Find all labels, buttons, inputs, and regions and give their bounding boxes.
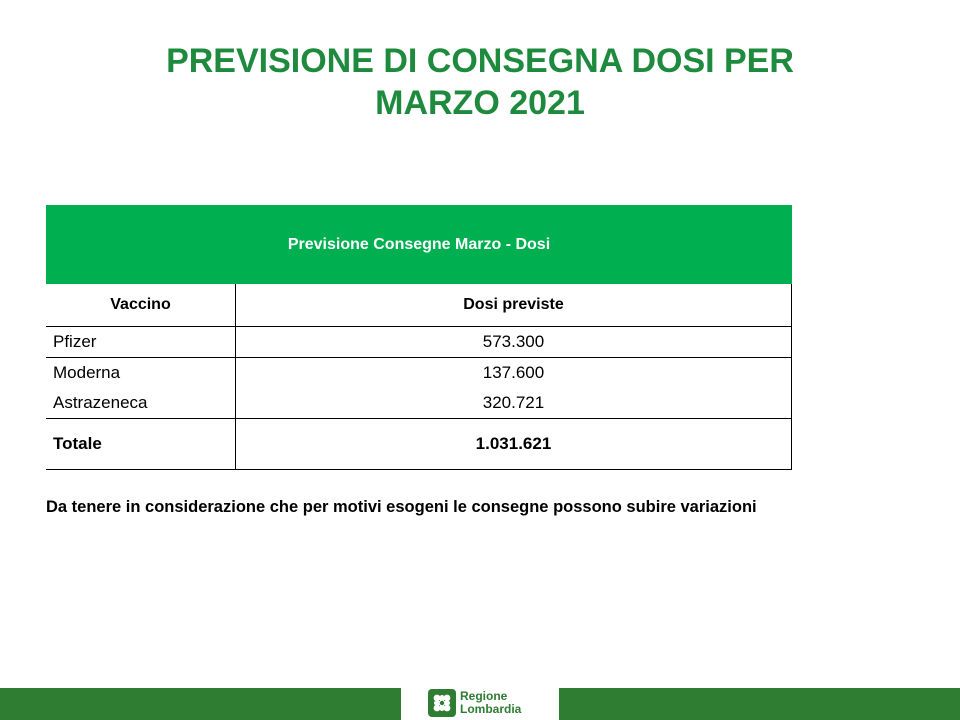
title-line-2: MARZO 2021 xyxy=(375,84,585,122)
table-grid xyxy=(46,284,792,470)
total-label: Totale xyxy=(46,419,236,469)
regione-lombardia-logo xyxy=(428,687,521,719)
disclaimer-note: Da tenere in considerazione che per motivi esogeni le consegne possono subire variazioni xyxy=(46,498,757,516)
doses-cell: 137.600 xyxy=(482,363,545,382)
logo-line-1: Regione xyxy=(460,689,508,703)
table-row xyxy=(46,388,791,418)
title-line-1: PREVISIONE DI CONSEGNA DOSI PER xyxy=(166,42,794,80)
column-header-doses: Dosi previste xyxy=(463,296,564,313)
doses-cell: 573.300 xyxy=(482,332,545,351)
doses-table xyxy=(46,205,792,470)
lombardia-rose-icon xyxy=(428,689,456,717)
vaccine-cell: Astrazeneca xyxy=(46,388,236,418)
table-total-row xyxy=(46,418,791,469)
table-caption xyxy=(46,205,792,284)
table-header-row xyxy=(46,284,791,326)
logo-text xyxy=(460,690,521,716)
column-header-vaccine: Vaccino xyxy=(46,284,236,326)
total-value: 1.031.621 xyxy=(475,434,552,453)
doses-cell: 320.721 xyxy=(482,393,545,412)
page-title xyxy=(0,40,960,124)
table-caption-text: Previsione Consegne Marzo - Dosi xyxy=(287,235,551,253)
logo-line-2: Lombardia xyxy=(460,702,522,716)
vaccine-cell: Moderna xyxy=(46,358,236,388)
footer-bar-left xyxy=(0,688,401,720)
table-row xyxy=(46,326,791,357)
table-row xyxy=(46,357,791,388)
footer-bar-right xyxy=(559,688,960,720)
vaccine-cell: Pfizer xyxy=(46,327,236,357)
